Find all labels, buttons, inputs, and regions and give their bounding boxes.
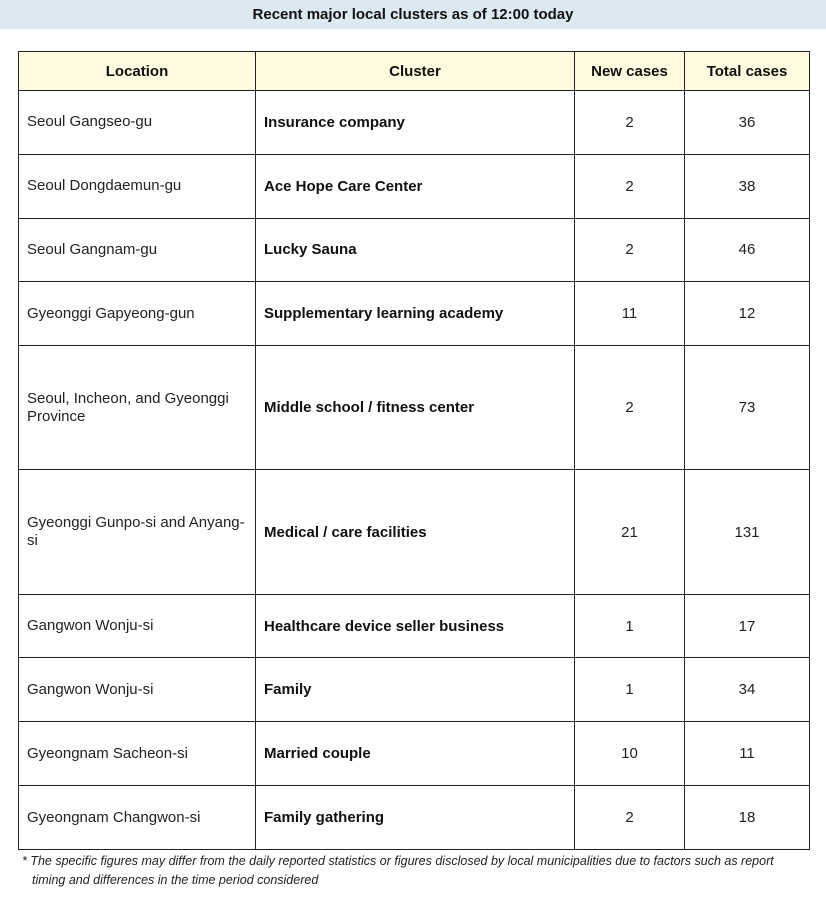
location-cell: Seoul, Incheon, and Gyeonggi Province [19,346,256,470]
new-cases-cell: 10 [575,722,685,786]
table-row [19,346,810,470]
cluster-cell: Ace Hope Care Center [256,154,575,218]
cluster-cell: Family [256,658,575,722]
location-cell: Gyeongnam Sacheon-si [19,722,256,786]
cluster-cell: Supplementary learning academy [256,282,575,346]
table-row [19,722,810,786]
total-cases-cell: 131 [685,470,810,594]
table-body [19,91,810,850]
total-cases-cell: 73 [685,346,810,470]
total-cases-cell: 12 [685,282,810,346]
column-header-new-cases: New cases [575,52,685,91]
location-cell: Seoul Gangseo-gu [19,91,256,155]
cluster-cell: Medical / care facilities [256,470,575,594]
total-cases-cell: 18 [685,786,810,850]
page-title: Recent major local clusters as of 12:00 today [252,6,574,23]
location-cell: Gyeonggi Gunpo-si and Anyang-si [19,470,256,594]
page-title-bar [0,0,826,29]
table-row [19,91,810,155]
table-row [19,154,810,218]
total-cases-cell: 46 [685,218,810,282]
table-row [19,658,810,722]
new-cases-cell: 11 [575,282,685,346]
total-cases-cell: 11 [685,722,810,786]
new-cases-cell: 2 [575,346,685,470]
table-row [19,470,810,594]
total-cases-cell: 17 [685,594,810,658]
column-header-location: Location [19,52,256,91]
table-row [19,594,810,658]
cluster-cell: Family gathering [256,786,575,850]
cluster-cell: Married couple [256,722,575,786]
new-cases-cell: 1 [575,594,685,658]
total-cases-cell: 36 [685,91,810,155]
table-row [19,282,810,346]
table-row [19,218,810,282]
cluster-cell: Lucky Sauna [256,218,575,282]
location-cell: Gangwon Wonju-si [19,594,256,658]
clusters-table [18,51,810,850]
cluster-cell: Insurance company [256,91,575,155]
location-cell: Gyeonggi Gapyeong-gun [19,282,256,346]
total-cases-cell: 34 [685,658,810,722]
total-cases-cell: 38 [685,154,810,218]
column-header-total-cases: Total cases [685,52,810,91]
footnote: * The specific figures may differ from the daily reported statistics or figures disclosed by local municipalities due to factors such as report timing and differences in the time period considered [22,854,774,887]
table-header-row [19,52,810,91]
table-row [19,786,810,850]
location-cell: Seoul Dongdaemun-gu [19,154,256,218]
column-header-cluster: Cluster [256,52,575,91]
new-cases-cell: 21 [575,470,685,594]
new-cases-cell: 2 [575,91,685,155]
location-cell: Gangwon Wonju-si [19,658,256,722]
cluster-cell: Middle school / fitness center [256,346,575,470]
new-cases-cell: 2 [575,154,685,218]
new-cases-cell: 1 [575,658,685,722]
location-cell: Seoul Gangnam-gu [19,218,256,282]
location-cell: Gyeongnam Changwon-si [19,786,256,850]
new-cases-cell: 2 [575,218,685,282]
new-cases-cell: 2 [575,786,685,850]
cluster-cell: Healthcare device seller business [256,594,575,658]
